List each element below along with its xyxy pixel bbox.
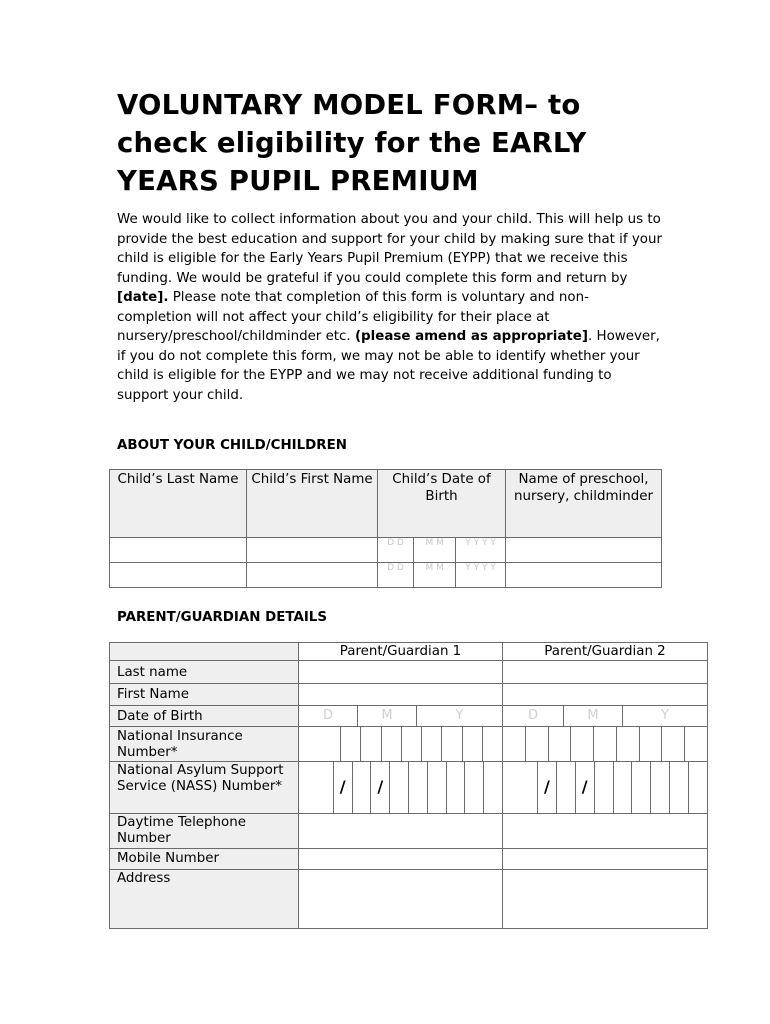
header-blank [110,643,299,661]
child-dob-input[interactable] [378,563,506,588]
child-row [110,563,662,588]
parent1-last-name-input[interactable] [299,661,503,684]
parent1-dob-input[interactable] [299,706,503,727]
ni-box[interactable] [483,727,502,761]
parent1-first-name-input[interactable] [299,684,503,706]
label-last-name: Last name [110,661,299,684]
ni-box[interactable] [321,727,341,761]
nass-box[interactable] [315,762,334,813]
nass-separator: / [334,762,353,813]
parent2-address-input[interactable] [503,870,708,929]
nass-separator: / [371,762,390,813]
nass-box[interactable] [651,762,670,813]
row-ni-number [110,727,708,762]
ni-box[interactable] [463,727,483,761]
nass-box[interactable] [614,762,633,813]
parent1-day-phone-input[interactable] [299,814,503,849]
nass-box[interactable] [465,762,484,813]
nass-separator: / [576,762,595,813]
parent1-address-input[interactable] [299,870,503,929]
row-day-phone [110,814,708,849]
row-nass-number [110,762,708,814]
dob-year[interactable]: Y [661,708,669,723]
dob-month[interactable]: M [564,706,623,726]
parent1-ni-input[interactable] [299,727,503,762]
col-parent-1: Parent/Guardian 1 [299,643,503,661]
nass-separator: / [538,762,557,813]
child-first-name-input[interactable] [247,563,378,588]
dob-year[interactable]: Y Y Y Y [465,538,496,548]
child-dob-input[interactable] [378,538,506,563]
nass-box[interactable] [428,762,447,813]
col-parent-2: Parent/Guardian 2 [503,643,708,661]
parent2-day-phone-input[interactable] [503,814,708,849]
dob-year[interactable]: Y [455,708,464,723]
col-setting-name: Name of preschool, nursery, childminder [506,470,662,538]
setting-name-input[interactable] [506,538,662,563]
amend-note: (please amend as appropriate] [354,329,589,344]
label-address: Address [110,870,299,929]
intro-paragraph [117,210,662,405]
dob-day[interactable]: D D [378,563,414,587]
child-details-table [109,469,662,588]
ni-box[interactable] [422,727,442,761]
row-mobile [110,849,708,870]
nass-box[interactable] [447,762,466,813]
ni-box[interactable] [685,727,707,761]
return-date: [date]. [117,290,169,305]
child-last-name-input[interactable] [110,538,247,563]
nass-box[interactable] [409,762,428,813]
parent-table-header [110,643,708,661]
parent1-mobile-input[interactable] [299,849,503,870]
label-dob: Date of Birth [110,706,299,727]
label-nass-number: National Asylum Support Service (NASS) Number* [110,762,299,814]
ni-box[interactable] [640,727,663,761]
ni-box[interactable] [617,727,640,761]
parent1-nass-input[interactable] [299,762,503,814]
ni-box[interactable] [382,727,402,761]
nass-box[interactable] [519,762,538,813]
ni-box[interactable] [571,727,594,761]
nass-box[interactable] [595,762,614,813]
col-child-dob: Child’s Date of Birth [378,470,506,538]
row-last-name [110,661,708,684]
nass-box[interactable] [484,762,502,813]
dob-month[interactable]: M [358,706,417,726]
ni-box[interactable] [549,727,572,761]
ni-box[interactable] [526,727,549,761]
dob-day[interactable]: D [299,706,358,726]
nass-box[interactable] [632,762,651,813]
col-child-first-name: Child’s First Name [247,470,378,538]
intro-text-3: . However, if you do not complete this form, we may not be able to identify whether your child is eligible for the EYPP and we may not receive additional funding to support your child. [117,329,660,403]
parent2-last-name-input[interactable] [503,661,708,684]
parent-section-heading: PARENT/GUARDIAN DETAILS [117,610,327,625]
parent-details-table [109,642,708,929]
nass-box[interactable] [390,762,409,813]
label-mobile: Mobile Number [110,849,299,870]
parent2-ni-input[interactable] [503,727,708,762]
row-address [110,870,708,929]
parent2-mobile-input[interactable] [503,849,708,870]
child-last-name-input[interactable] [110,563,247,588]
nass-box[interactable] [557,762,576,813]
nass-box[interactable] [689,762,707,813]
setting-name-input[interactable] [506,563,662,588]
ni-box[interactable] [503,727,526,761]
intro-text-2: Please note that completion of this form is voluntary and non-completion will not affect your child’s eligibility for their place at nursery/preschool/childminder etc. [117,290,589,344]
child-row [110,538,662,563]
label-day-phone: Daytime Telephone Number [110,814,299,849]
ni-box[interactable] [442,727,462,761]
nass-box[interactable] [670,762,689,813]
row-dob [110,706,708,727]
parent2-first-name-input[interactable] [503,684,708,706]
child-table-header [110,470,662,538]
ni-box[interactable] [594,727,617,761]
form-title: VOLUNTARY MODEL FORM– to check eligibility for the EARLY YEARS PUPIL PREMIUM [117,89,587,197]
ni-box[interactable] [662,727,685,761]
ni-box[interactable] [341,727,361,761]
col-child-last-name: Child’s Last Name [110,470,247,538]
dob-year[interactable]: Y Y Y Y [465,563,496,573]
ni-box[interactable] [361,727,381,761]
dob-day[interactable]: D D [378,538,414,562]
dob-month[interactable]: M M [414,563,456,587]
label-first-name: First Name [110,684,299,706]
parent2-nass-input[interactable] [503,762,708,814]
label-ni-number: National Insurance Number* [110,727,299,762]
child-section-heading: ABOUT YOUR CHILD/CHILDREN [117,438,347,453]
parent2-dob-input[interactable] [503,706,708,727]
intro-text-1: We would like to collect information about you and your child. This will help us to provide the best education and support for your child by making sure that if your child is eligible for the Early Years Pupil Premium (EYPP) that we receive this funding. We would be grateful if you could complete this form and return by [117,212,662,286]
nass-box[interactable] [353,762,372,813]
child-first-name-input[interactable] [247,538,378,563]
ni-box[interactable] [402,727,422,761]
row-first-name [110,684,708,706]
dob-month[interactable]: M M [414,538,456,562]
dob-day[interactable]: D [503,706,564,726]
